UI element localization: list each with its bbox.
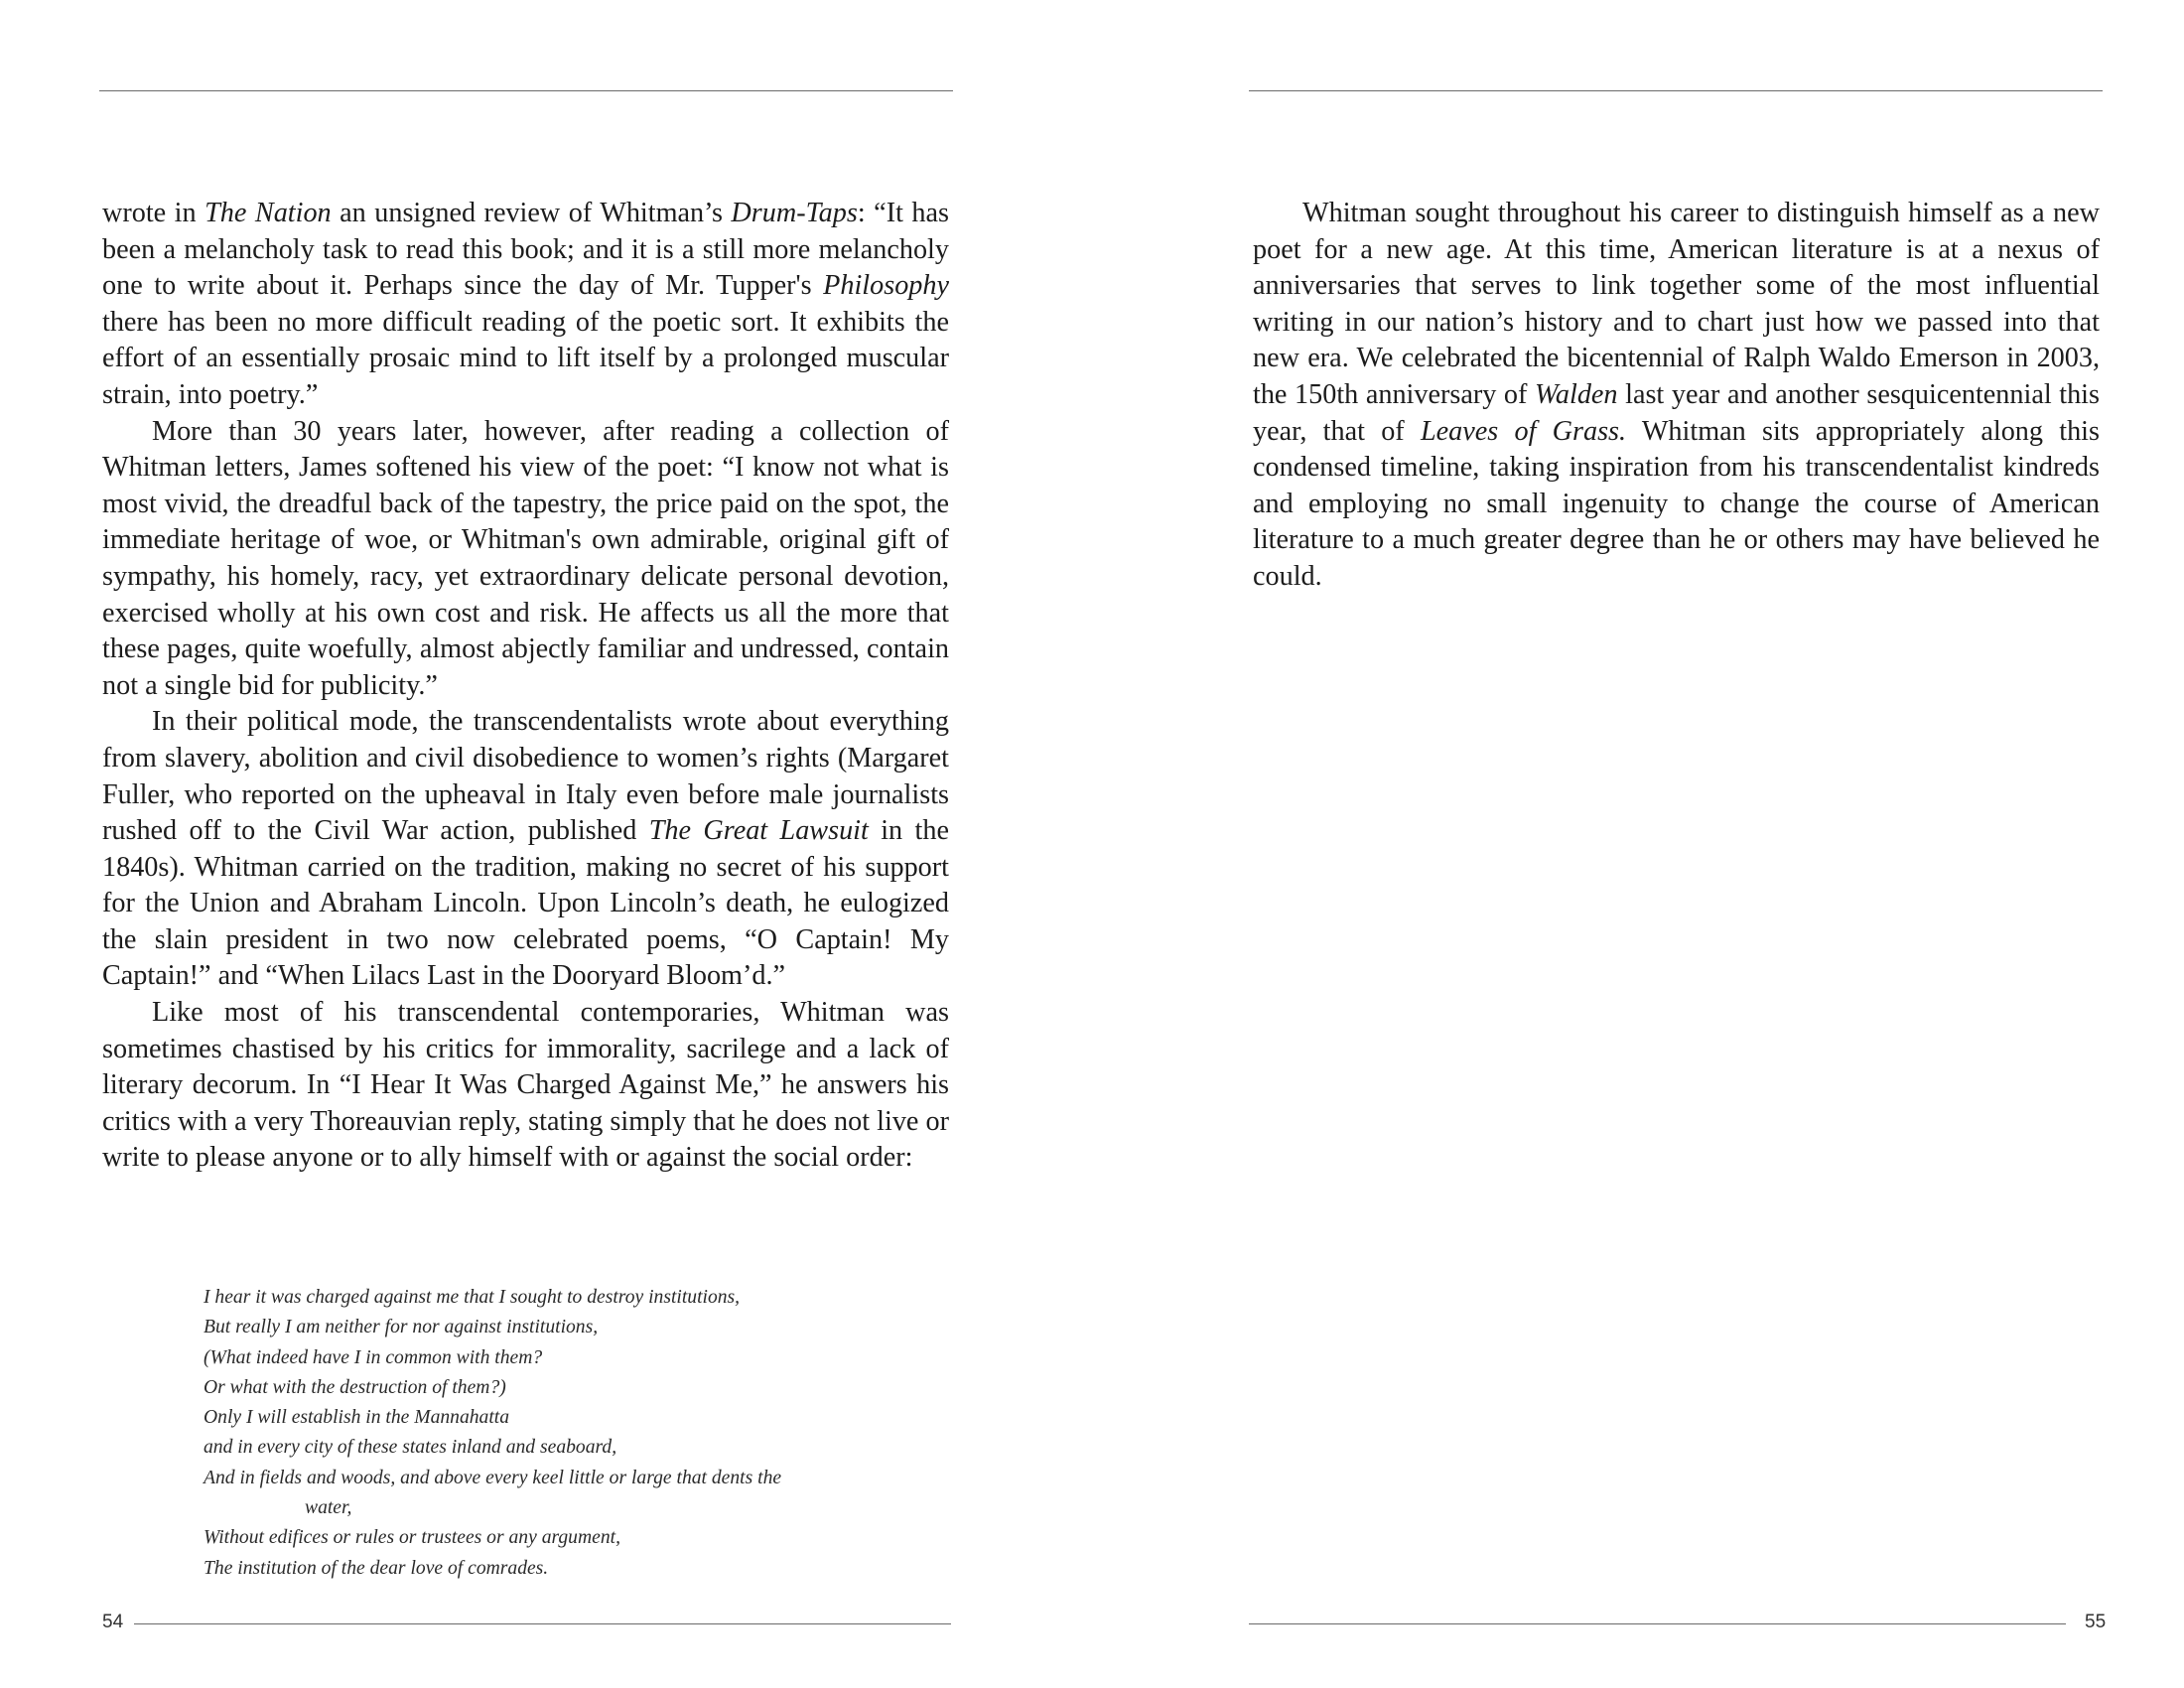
left-body-text: [102, 196, 949, 1177]
right-page: [1092, 0, 2184, 1688]
poem-line-turnover: water,: [305, 1497, 352, 1519]
page-number: 54: [102, 1612, 124, 1632]
poem-line: and in every city of these states inland and seaboard,: [204, 1437, 617, 1459]
bottom-rule: [1249, 1623, 2066, 1624]
top-rule: [99, 90, 953, 91]
text-run: in the 1840s). Whitman carried on the tradition, making no secret of his support for the Union and Abraham Lincoln. Upon Lincoln’s death, he eulogized the slain president in two now celebrated poems, “O Captain! My Captain!” and “When Lilacs Last in the Dooryard Bloom’d.”: [102, 815, 949, 992]
paragraph-1: [1253, 196, 2100, 596]
italic-title-drum-taps: Drum-Taps: [731, 198, 858, 228]
poem-line: (What indeed have I in common with them?: [204, 1346, 543, 1368]
poem-line: I hear it was charged against me that I sought to destroy institutions,: [204, 1287, 741, 1308]
paragraph-4: Like most of his transcendental contemporaries, Whitman was sometimes chastised by his critics for immorality, sacrilege and a lack of literary decorum. In “I Hear It Was Charged Against Me,” he answers his critics with a very Thoreauvian reply, stating simply that he does not live or write to please anyone or to ally himself with or against the social order:: [102, 997, 949, 1174]
bottom-rule: [134, 1623, 951, 1624]
poem-line: And in fields and woods, and above every keel little or large that dents the: [204, 1467, 782, 1488]
italic-title-walden: Walden: [1535, 378, 1618, 410]
text-run: Whitman sought throughout his career to distinguish himself as a new poet for a new age. At this time, American literature is at a nexus of anniversaries that serves to link together some of the most influential writing in our nation’s history and to chart just how we passed into that new era. We celebrated the bicentennial of Ralph Waldo Emerson in 2003, the 150th anniversary of: [1253, 198, 2100, 410]
paragraph-1: [102, 196, 949, 414]
text-run: Whitman sits appropriately along this condensed timeline, taking inspiration from his transcendentalist kindreds and employing no small ingenuity to change the course of American literature to a much greater degree than he or others may have believed he could.: [1253, 415, 2100, 592]
poem-line: Only I will establish in the Mannahatta: [204, 1407, 510, 1429]
paragraph-2: More than 30 years later, however, after reading a collection of Whitman letters, James softened his view of the poet: “I know not what is most vivid, the dreadful back of the tapestry, the price paid on the spot, the immediate heritage of woe, or Whitman's own admirable, original gift of sympathy, his homely, racy, yet extraordinary delicate personal devotion, exercised wholly at his own cost and risk. He affects us all the more that these pages, quite woefully, almost abjectly familiar and undressed, contain not a single bid for publicity.”: [102, 415, 949, 701]
page-number: 55: [2085, 1612, 2107, 1632]
right-body-text: [1253, 196, 2100, 596]
text-run: there has been no more difficult reading of the poetic sort. It exhibits the effort of an essentially prosaic mind to lift itself by a prolonged muscular strain, into poetry.”: [102, 306, 949, 410]
poem-line: Without edifices or rules or trustees or any argument,: [204, 1527, 620, 1549]
text-run: wrote in: [102, 198, 205, 228]
poem-block: [204, 1283, 859, 1584]
text-run: : “It has been a melancholy task to read this book; and it is a still more melancholy one to write about it. Perhaps since the day of Mr. Tupper's: [102, 198, 949, 302]
paragraph-3: [102, 704, 949, 995]
text-run: last year and another sesquicentennial this year, that of: [1253, 378, 2100, 447]
poem-line: The institution of the dear love of comrades.: [204, 1557, 549, 1579]
italic-title-the-nation: The Nation: [205, 198, 332, 228]
italic-title-leaves-of-grass: Leaves of Grass.: [1420, 415, 1627, 447]
top-rule: [1249, 90, 2103, 91]
italic-title-philosophy: Philosophy: [823, 270, 949, 302]
poem-line: But really I am neither for nor against institutions,: [204, 1317, 599, 1338]
poem-line: Or what with the destruction of them?): [204, 1376, 506, 1398]
text-run: In their political mode, the transcendentalists wrote about everything from slavery, abolition and civil disobedience to women’s rights (Margaret Fuller, who reported on the upheaval in Italy even before male journalists rushed off to the Civil War action, published: [102, 706, 949, 847]
text-run: an unsigned review of Whitman’s: [331, 198, 732, 228]
italic-title-the-great-lawsuit: The Great Lawsuit: [648, 815, 869, 847]
